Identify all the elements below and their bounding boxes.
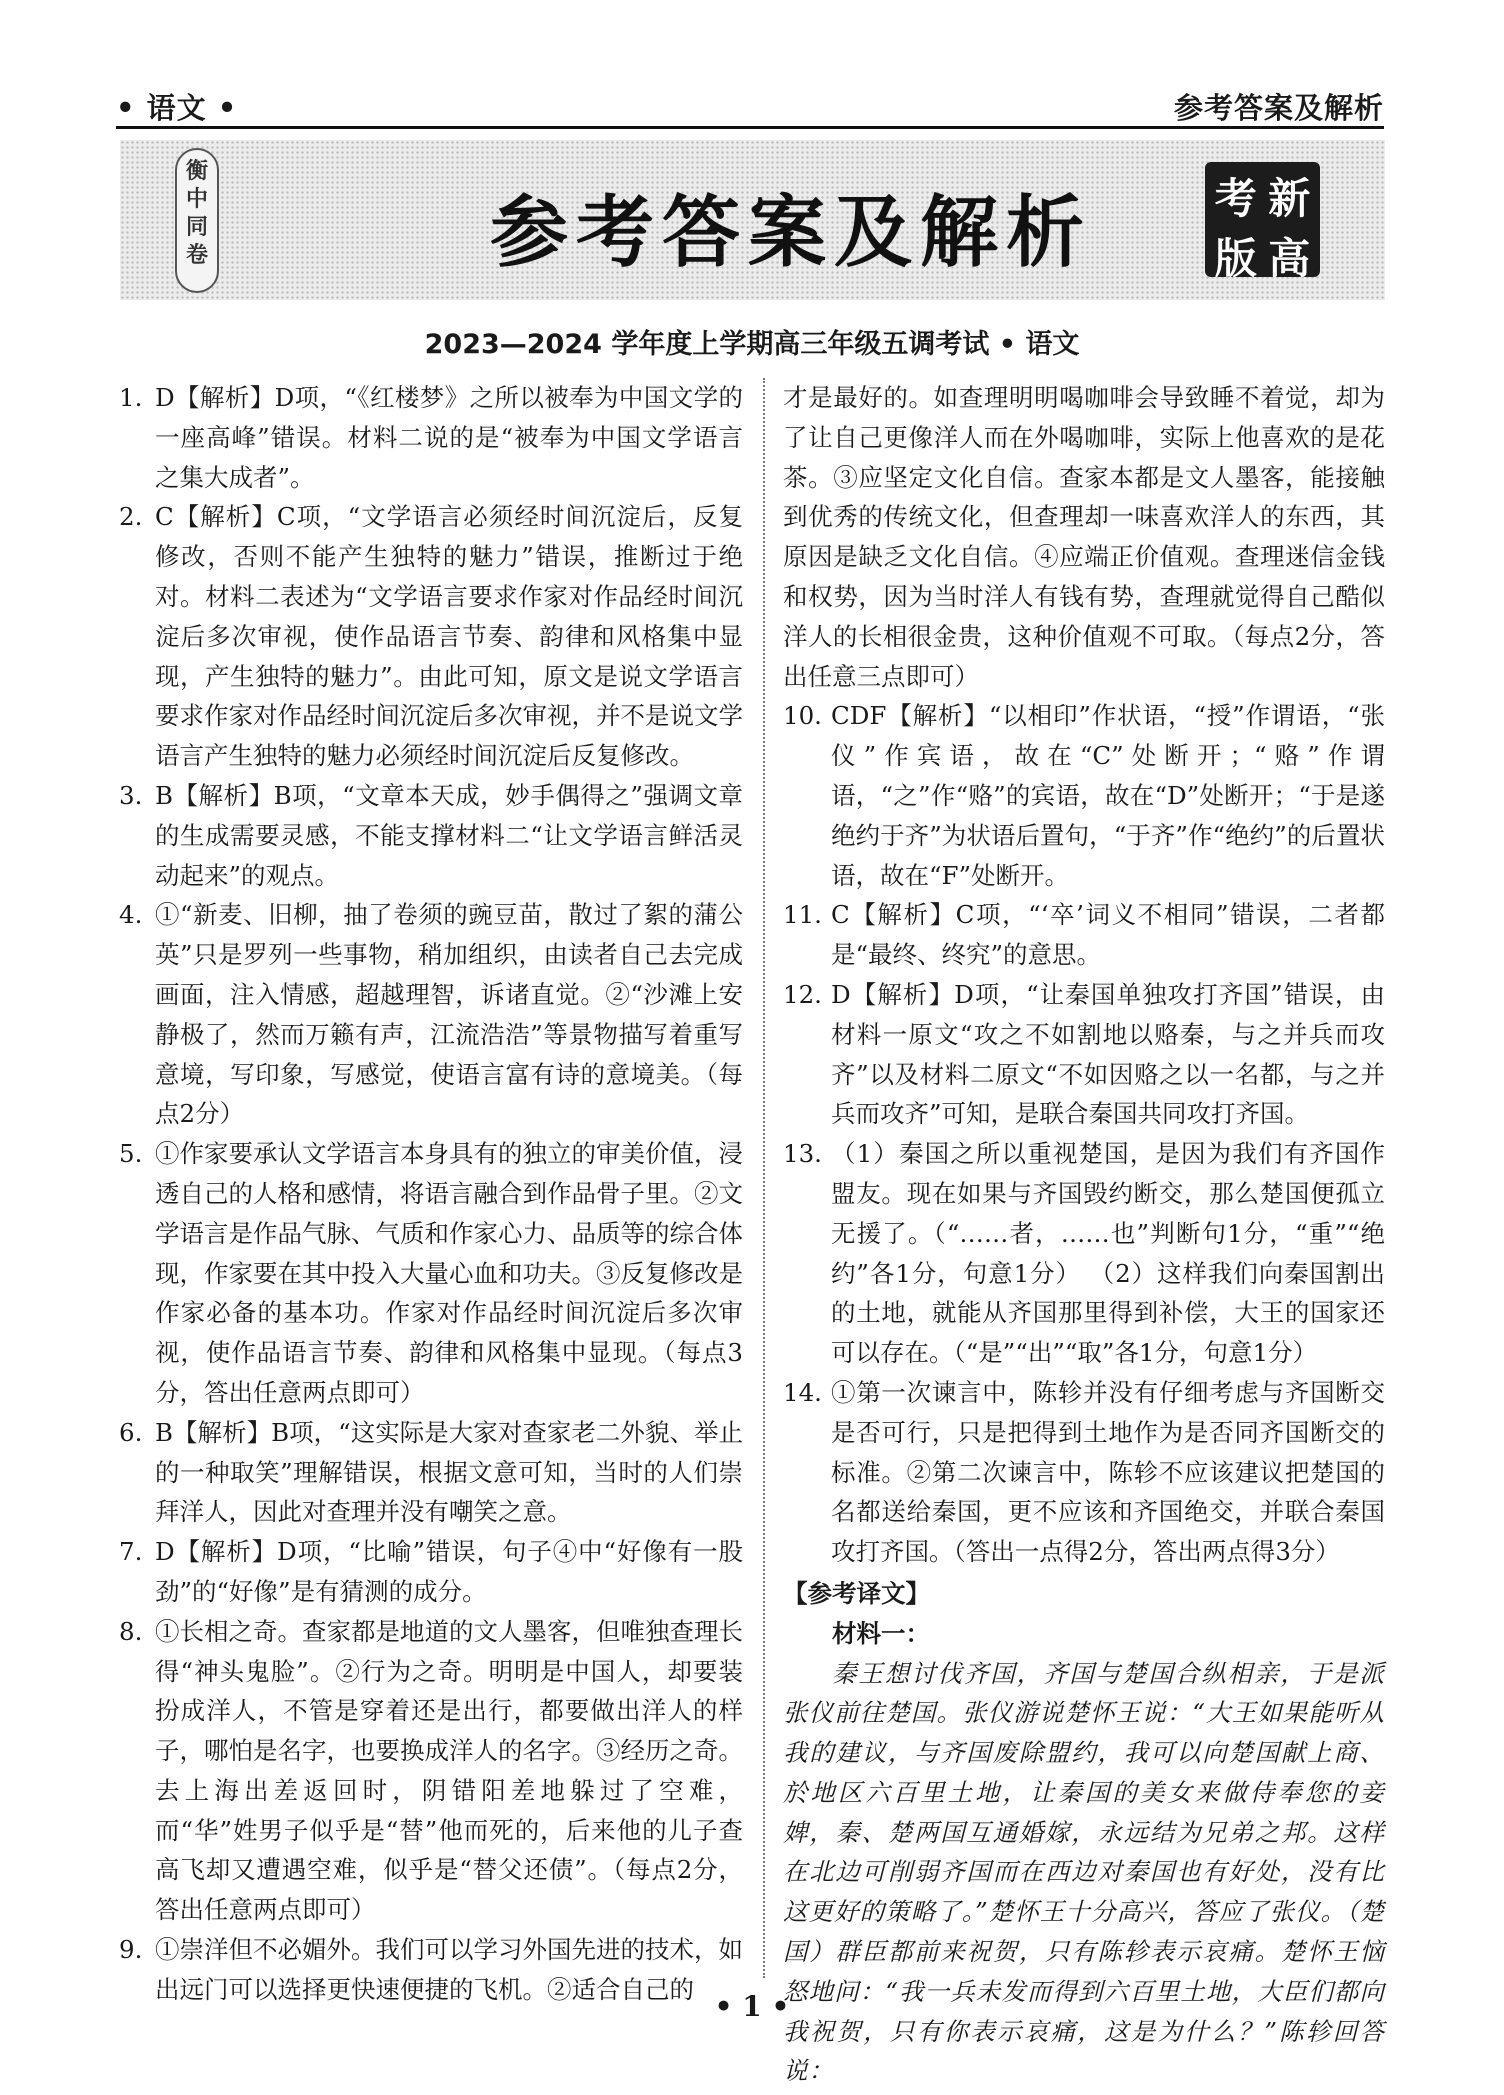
answer-text: ①崇洋但不必媚外。我们可以学习外国先进的技术，如出远门可以选择更快速便捷的飞机。②适合自己的 bbox=[155, 1935, 743, 2004]
left-column bbox=[119, 378, 743, 2010]
section-label: 参考答案及解析 bbox=[1173, 91, 1384, 125]
answer-number: 11. bbox=[783, 900, 822, 930]
answer-text: （1）秦国之所以重视楚国，是因为我们有齐国作盟友。现在如果与齐国毁约断交，那么楚国便孤立无援了。（“……者，……也”判断句1分，“重”“绝约”各1分，句意1分） （2）这样我们向秦国割出的土地，就能从齐国那里得到补偿，大王的国家还可以存在。（“是”“出”“取”各1分，句意1分） bbox=[831, 1139, 1385, 1368]
answer-text: ①“新麦、旧柳，抽了卷须的豌豆苗，散过了絮的蒲公英”只是罗列一些事物，稍加组织，由读者自己去完成画面，注入情感，超越理智，诉诸直觉。②“沙滩上安静极了，然而万籁有声，江流浩浩”等景物描写着重写意境，写印象，写感觉，使语言富有诗的意境美。（每点2分） bbox=[155, 900, 743, 1129]
answer-text: ①第一次谏言中，陈轸并没有仔细考虑与齐国断交是否可行，只是把得到土地作为是否同齐国断交的标准。②第二次谏言中，陈轸不应该建议把楚国的名都送给秦国，更不应该和齐国绝交，并联合秦国攻打齐国。（答出一点得2分，答出两点得3分） bbox=[831, 1377, 1385, 1567]
answer-text: D【解析】D项，“比喻”错误，句子④中“好像有一股劲”的“好像”是有猜测的成分。 bbox=[155, 1537, 743, 1606]
answer-text: CDF【解析】“以相印”作状语，“授”作谓语，“张仪”作宾语，故在“C”处断开；“赂”作谓语，“之”作“赂”的宾语，故在“D”处断开；“于是遂绝约于齐”为状语后置句，“于齐”作“绝约”的后置状语，故在“F”处断开。 bbox=[831, 701, 1385, 890]
answer-item bbox=[119, 1134, 743, 1413]
page-number: • 1 • bbox=[714, 1990, 790, 2023]
answer-text: D【解析】D项，“让秦国单独攻打齐国”错误，由材料一原文“攻之不如割地以赂秦，与之并兵而攻齐”以及材料二原文“不如因赂之以一名都，与之并兵而攻齐”可知，是联合秦国共同攻打齐国。 bbox=[831, 979, 1385, 1129]
answer-item bbox=[119, 776, 743, 895]
right-column bbox=[783, 378, 1385, 2091]
answer-number: 6. bbox=[119, 1417, 143, 1447]
banner-title: 参考答案及解析 bbox=[490, 188, 1093, 278]
column-divider bbox=[763, 378, 765, 1978]
answer-item bbox=[119, 1413, 743, 1532]
answer-number: 3. bbox=[119, 780, 143, 810]
answer-number: 12. bbox=[783, 979, 822, 1009]
stamp-char: 新 bbox=[1268, 174, 1311, 223]
title-banner bbox=[120, 140, 1385, 300]
answer-item bbox=[119, 1612, 743, 1930]
answer-item bbox=[119, 497, 743, 776]
answer-text: B【解析】B项，“这实际是大家对查家老二外貌、举止的一种取笑”理解错误，根据文意可知，当时的人们崇拜洋人，因此对查理并没有嘲笑之意。 bbox=[155, 1417, 743, 1527]
answer-text: B【解析】B项，“文章本天成，妙手偶得之”强调文章的生成需要灵感，不能支撑材料二“让文学语言鲜活灵动起来”的观点。 bbox=[155, 780, 743, 890]
answer-number: 4. bbox=[119, 900, 143, 930]
answer-item bbox=[783, 895, 1385, 975]
answer-number: 13. bbox=[783, 1139, 822, 1169]
answer-item bbox=[119, 378, 743, 497]
stamp-char: 考 bbox=[1214, 174, 1257, 223]
answer-item bbox=[783, 975, 1385, 1134]
new-edition-stamp bbox=[1205, 162, 1320, 283]
answer-number: 2. bbox=[119, 502, 143, 532]
answer-number: 9. bbox=[119, 1935, 143, 1965]
answer-number: 14. bbox=[783, 1377, 822, 1407]
seal-logo bbox=[175, 148, 219, 293]
answer-item bbox=[119, 895, 743, 1134]
answer-text: C【解析】C项，“文学语言必须经时间沉淀后，反复修改，否则不能产生独特的魅力”错误，推断过于绝对。材料二表述为“文学语言要求作家对作品经时间沉淀后多次审视，使作品语言节奏、韵律和风格集中显现，产生独特的魅力”。由此可知，原文是说文学语言要求作家对作品经时间沉淀后多次审视，并不是说文学语言产生独特的魅力必须经时间沉淀后反复修改。 bbox=[155, 502, 743, 771]
translation-heading: 【参考译文】 bbox=[783, 1578, 930, 1608]
answer-item bbox=[783, 1134, 1385, 1373]
answer-number: 7. bbox=[119, 1537, 143, 1567]
answer-item bbox=[783, 1373, 1385, 1572]
seal-char: 卷 bbox=[185, 243, 208, 268]
answer-number: 5. bbox=[119, 1139, 143, 1169]
translation-text: 秦王想讨伐齐国，齐国与楚国合纵相亲，于是派张仪前往楚国。张仪游说楚怀王说：“大王如果能听从我的建议，与齐国废除盟约，我可以向楚国献上商、於地区六百里土地，让秦国的美女来做侍奉您的妾婢，秦、楚两国互通婚嫁，永远结为兄弟之邦。这样在北边可削弱齐国而在西边对秦国也有好处，没有比这更好的策略了。”楚怀王十分高兴，答应了张仪。（楚国）群臣都前来祝贺，只有陈轸表示哀痛。楚怀王恼怒地问：“我一兵未发而得到六百里土地，大臣们都向我祝贺，只有你表示哀痛，这是为什么？”陈轸回答说： bbox=[783, 1658, 1385, 2086]
stamp-char: 版 bbox=[1214, 234, 1257, 283]
answer-text: ①作家要承认文学语言本身具有的独立的审美价值，浸透自己的人格和感情，将语言融合到作品骨子里。②文学语言是作品气脉、气质和作家心力、品质等的综合体现，作家要在其中投入大量心血和功夫。③反复修改是作家必备的基本功。作家对作品经时间沉淀后多次审视，使作品语言节奏、韵律和风格集中显现。（每点3分，答出任意两点即可） bbox=[155, 1139, 743, 1407]
answer-item bbox=[783, 696, 1385, 895]
answer-text: C【解析】C项，“‘卒’词义不相同”错误，二者都是“最终、终究”的意思。 bbox=[831, 900, 1385, 970]
answer-number: 8. bbox=[119, 1616, 143, 1646]
seal-char: 同 bbox=[185, 215, 208, 240]
material-label: 材料一： bbox=[832, 1618, 930, 1648]
stamp-char: 高 bbox=[1268, 234, 1311, 283]
answer-number: 1. bbox=[119, 383, 143, 412]
answer-continuation: 才是最好的。如查理明明喝咖啡会导致睡不着觉，却为了让自己更像洋人而在外喝咖啡，实际上他喜欢的是花茶。③应坚定文化自信。查家本都是文人墨客，能接触到优秀的传统文化，但查理却一味喜欢洋人的东西，其原因是缺乏文化自信。④应端正价值观。查理迷信金钱和权势，因为当时洋人有钱有势，查理就觉得自己酷似洋人的长相很金贵，这种价值观不可取。（每点2分，答出任意三点即可） bbox=[783, 383, 1385, 691]
answer-item bbox=[119, 1532, 743, 1612]
seal-char: 衡 bbox=[185, 159, 208, 184]
answer-number: 10. bbox=[783, 701, 822, 731]
answer-text: ①长相之奇。查家都是地道的文人墨客，但唯独查理长得“神头鬼脸”。②行为之奇。明明是中国人，却要装扮成洋人，不管是穿着还是出行，都要做出洋人的样子，哪怕是名字，也要换成洋人的名字。③经历之奇。去上海出差返回时，阴错阳差地躲过了空难，而“华”姓男子似乎是“替”他而死的，后来他的儿子查高飞却又遭遇空难，似乎是“替父还债”。（每点2分，答出任意两点即可） bbox=[155, 1616, 743, 1925]
header-rule bbox=[116, 126, 1384, 129]
subject-label: • 语文 • bbox=[116, 91, 238, 125]
exam-title: 2023—2024 学年度上学期高三年级五调考试 • 语文 bbox=[424, 329, 1080, 360]
seal-char: 中 bbox=[185, 187, 208, 212]
answer-text: D【解析】D项，“《红楼梦》之所以被奉为中国文学的一座高峰”错误。材料二说的是“被奉为中国文学语言之集大成者”。 bbox=[155, 383, 743, 492]
